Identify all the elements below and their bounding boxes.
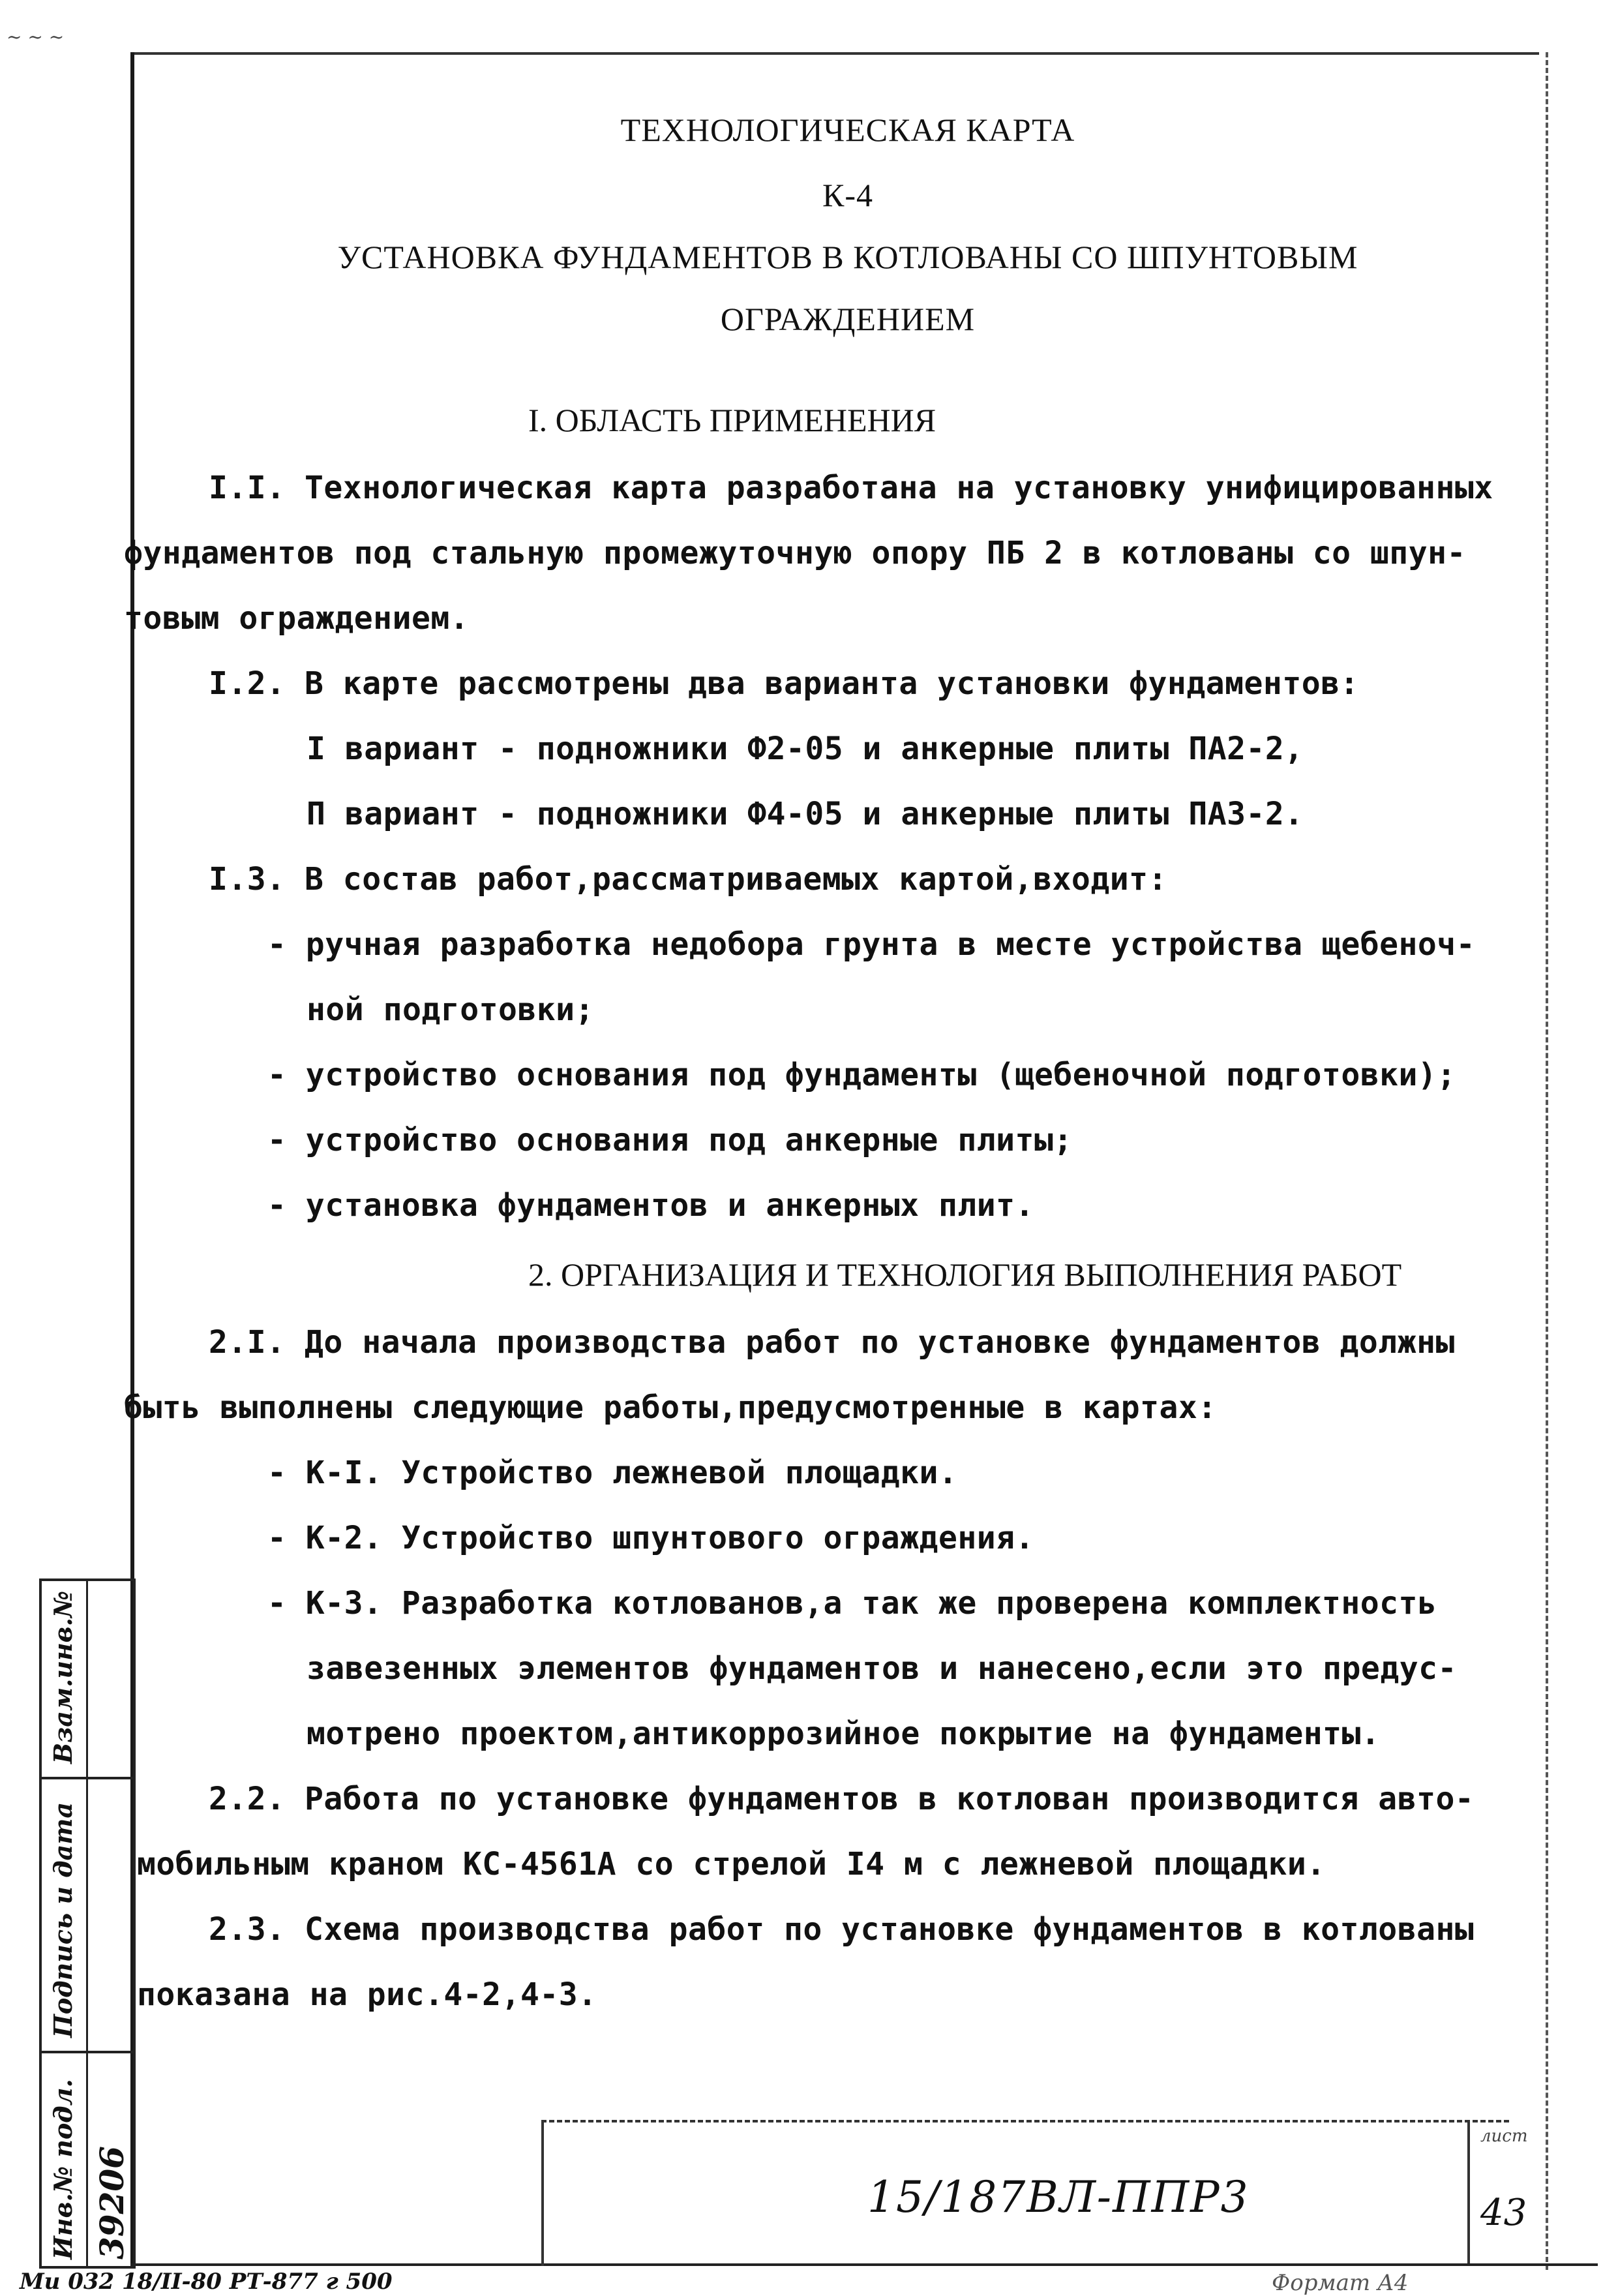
print-order-note: Ми 032 18/II-80 РТ-877 г 500 [20, 2269, 393, 2295]
signature-date-label: Подпись и дата [48, 1802, 78, 2038]
variant-1: I вариант - подножники Ф2-05 и анкерные плиты ПА2-2, [307, 731, 1304, 767]
paragraph-2-1-line2: быть выполнены следующие работы,предусмотренные в картах: [124, 1389, 1217, 1426]
paragraph-1-1-line3: товым ограждением. [124, 600, 470, 637]
stamp-divider [42, 1777, 133, 1779]
work-item-4: - установка фундаментов и анкерных плит. [267, 1187, 1034, 1224]
work-item-2: - устройство основания под фундаменты (щебеночной подготовки); [267, 1057, 1456, 1093]
replacement-inventory-label: Взам.инв.№ [48, 1590, 78, 1764]
paragraph-1-3: I.3. В состав работ,рассматриваемых картой,входит: [209, 861, 1167, 898]
stamp-divider [42, 2051, 133, 2053]
work-item-1-line2: ной подготовки; [307, 991, 594, 1028]
paragraph-2-2-line2: мобильным краном КС-4561А со стрелой I4 м с лежневой площадки. [137, 1846, 1326, 1882]
variant-2: П вариант - подножники Ф4-05 и анкерные плиты ПА3-2. [307, 796, 1304, 832]
paragraph-2-2-line1: 2.2. Работа по установке фундаментов в котлован производится авто- [209, 1781, 1475, 1817]
scan-mark: ~ ~ ~ [7, 26, 65, 48]
paragraph-2-3-line1: 2.3. Схема производства работ по установке фундаментов в котлованы [209, 1911, 1475, 1948]
card-k3-line3: мотрено проектом,антикоррозийное покрытие на фундаменты. [307, 1715, 1381, 1752]
paragraph-1-1-line1: I.I. Технологическая карта разработана на установку унифицированных [209, 470, 1493, 506]
doc-subtitle-line2: ОГРАЖДЕНИЕМ [720, 301, 976, 337]
section-1-heading: I. ОБЛАСТЬ ПРИМЕНЕНИЯ [528, 402, 936, 438]
frame-top-border [130, 52, 1539, 55]
frame-right-border [1546, 52, 1548, 2270]
sheet-number: 43 [1480, 2192, 1527, 2234]
doc-title: ТЕХНОЛОГИЧЕСКАЯ КАРТА [620, 112, 1075, 148]
work-item-1-line1: - ручная разработка недобора грунта в месте устройства щебеноч- [267, 926, 1476, 963]
work-item-3: - устройство основания под анкерные плиты; [267, 1122, 1073, 1158]
paragraph-1-2: I.2. В карте рассмотрены два варианта установки фундаментов: [209, 665, 1359, 702]
doc-subtitle-line1: УСТАНОВКА ФУНДАМЕНТОВ В КОТЛОВАНЫ СО ШПУНТОВЫМ [337, 239, 1358, 275]
stamp-vertical-divider [86, 1581, 88, 2266]
sheet-label: лист [1480, 2126, 1528, 2146]
paragraph-2-3-line2: показана на рис.4-2,4-3. [137, 1976, 597, 2013]
inventory-number: 39206 [93, 2146, 131, 2259]
format-note: Формат А4 [1272, 2270, 1409, 2296]
document-code: 15/187ВЛ-ППР3 [867, 2172, 1250, 2222]
card-k3-line1: - К-3. Разработка котлованов,а так же проверена комплектность [267, 1585, 1437, 1622]
approval-stamp [39, 1578, 136, 2269]
section-2-heading: 2. ОРГАНИЗАЦИЯ И ТЕХНОЛОГИЯ ВЫПОЛНЕНИЯ РАБОТ [528, 1256, 1402, 1293]
card-k3-line2: завезенных элементов фундаментов и нанесено,если это предус- [307, 1650, 1457, 1687]
card-k1: - К-I. Устройство лежневой площадки. [267, 1455, 958, 1491]
card-number: К-4 [822, 177, 873, 213]
card-k2: - К-2. Устройство шпунтового ограждения. [267, 1520, 1034, 1556]
paragraph-1-1-line2: фундаментов под стальную промежуточную опору ПБ 2 в котлованы со шпун- [124, 535, 1466, 571]
inventory-label: Инв.№ подл. [48, 2079, 78, 2259]
paragraph-2-1-line1: 2.I. До начала производства работ по установке фундаментов должны [209, 1324, 1455, 1361]
